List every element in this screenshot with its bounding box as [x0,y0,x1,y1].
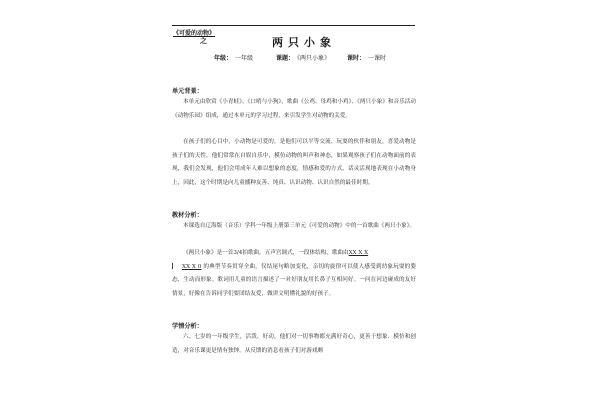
series-suffix: 之 [200,36,207,45]
material-analysis-heading: 教材分析： [172,212,203,219]
hours-label: 课时： [347,55,366,62]
series-title [173,28,215,37]
material-text-c: 的典型节奏贯穿全曲，仅结尾句略加变化，亲切的旋律可以使人感受到幼象玩耍的姿态，生动而形象。歌词用儿童的语言描述了一对好朋友用长鼻子互相问好。一问在河边碰成的友好情景，好像在告诉同学们要团结友爱，做讲文明懂礼貌的好孩子。 [172,263,416,297]
grade-meta [214,53,253,62]
material-text-a: 《两只小象》是一首3/4拍歌曲，五声宫调式，一段体结构，歌曲由 [183,250,349,256]
series-title-text: 《可爱的动物》 [173,30,216,37]
unit-background-paragraph-2: 在孩子们的心目中，小动物是可爱的，是他们可以平等交流、玩耍的伙伴和朋友，喜爱动物是孩子们的天性，他们常常在自娱自乐中，模仿动物的叫声和神态，如果观察孩子们在动物面前的表现，我们会发现，他们会用成年人难以想象的态度，情感和爱的方式，话灵活现地表现在小动物身上，因此，这个时期是向儿童播种友善、纯真、认识动物、认识自然的最佳时期。 [172,139,416,186]
hours-value: 一课时 [368,55,387,62]
grade-label: 年级： [214,55,233,62]
topic-meta [276,53,330,62]
measure-bar [172,263,179,269]
page-title: 两只小象 [272,36,336,49]
student-analysis-heading: 学情分析： [172,323,203,330]
grade-value: 一年级 [235,55,254,62]
header-rule [172,25,415,26]
student-analysis-paragraph-1: 六、七岁的一年级学生，活泼、好动，他们对一切事物都充满好奇心，更善于想象、模仿和创造，对音乐课更是情有独钟，从反馈的消息看孩子们对游戏颇 [172,334,416,354]
material-analysis-paragraph-1: 本课选自辽海版（音乐）学科一年级上册第三单元《可爱的动物》中的一首歌曲《两只小象》。 [183,223,416,229]
topic-value: 《两只小象》 [297,55,331,62]
topic-label: 课题： [276,55,295,62]
unit-background-heading: 单元背景： [172,88,203,95]
rhythm-notation-1: XX X X [348,250,369,256]
material-analysis-paragraph-2 [172,247,416,301]
rhythm-notation-2: XX X 0 [182,263,202,270]
hours-meta [347,53,386,62]
unit-background-paragraph-1: 本单元由欣赏《小青蛙》、《口哨与小狗》，歌曲《公鸡、母鸡和小鸡》、《两只小象》和音乐活动《动物乐园》组成，通过本单元的学习过程，来引发学生对动物的关爱。 [172,99,416,119]
